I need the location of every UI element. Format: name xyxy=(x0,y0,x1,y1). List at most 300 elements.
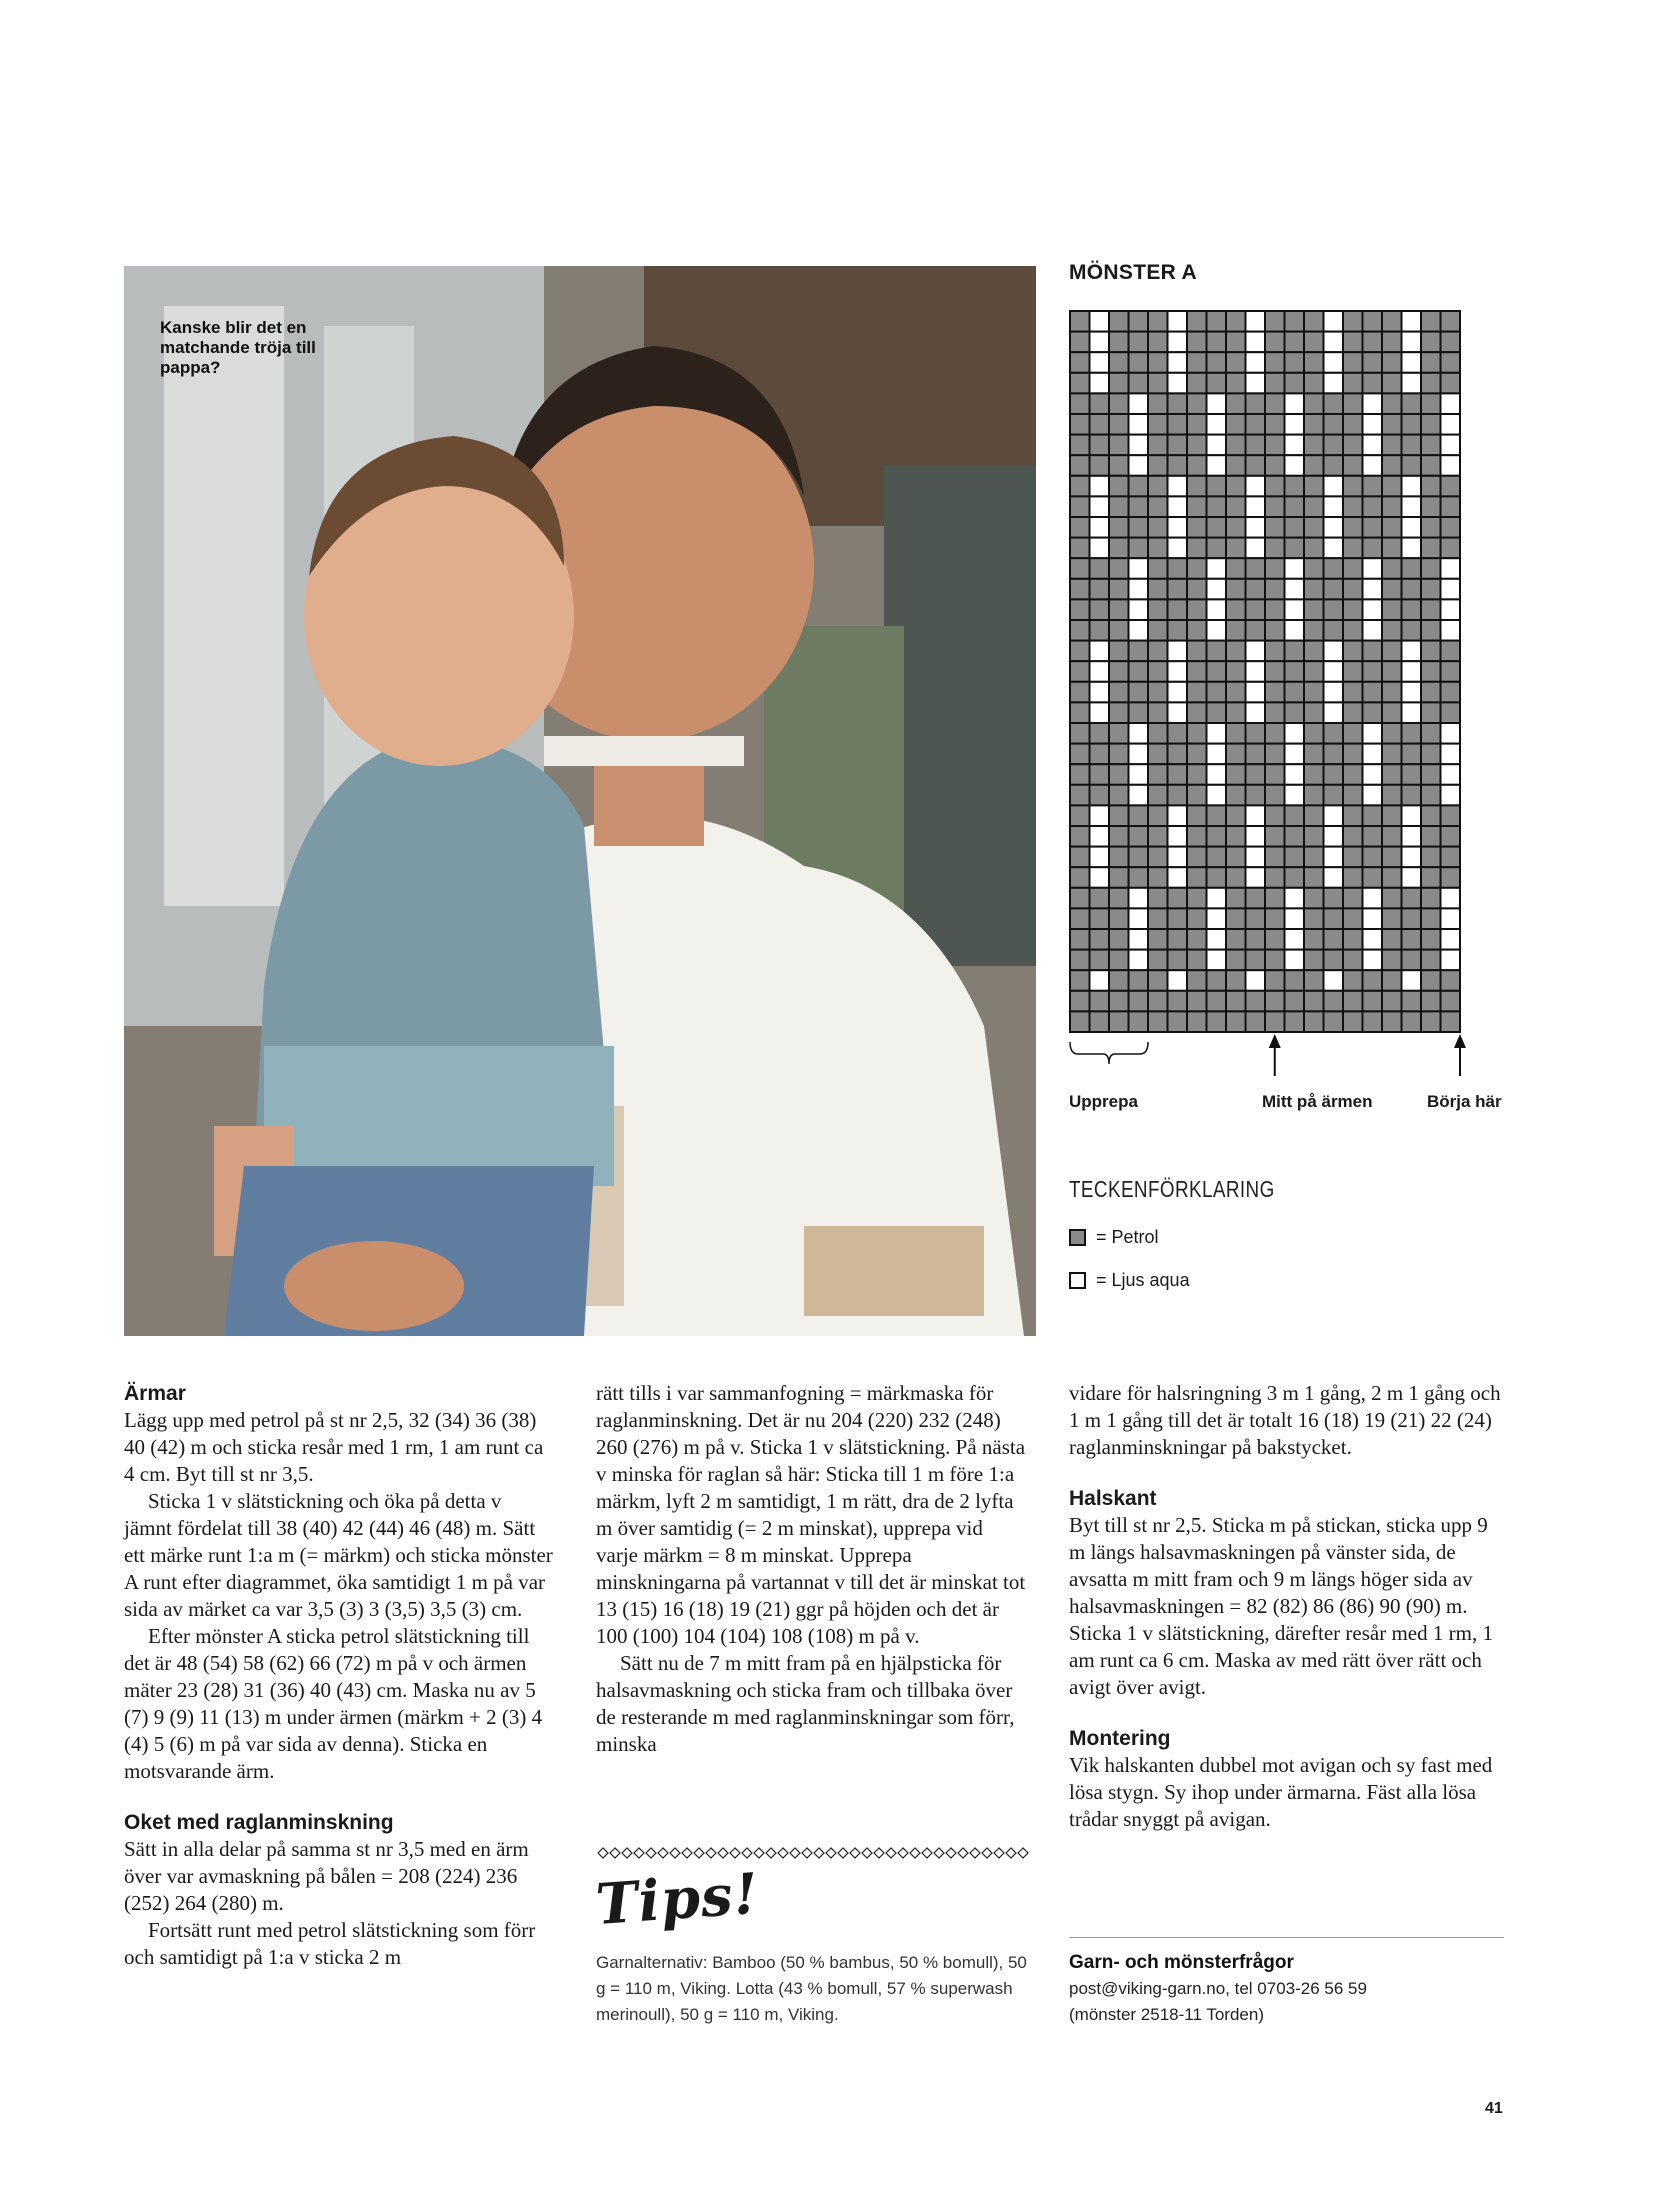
chart-cell xyxy=(1246,847,1266,868)
chart-cell xyxy=(1421,558,1441,579)
chart-cell xyxy=(1382,414,1402,435)
divider-diamond xyxy=(658,1848,668,1858)
divider-diamond xyxy=(850,1848,860,1858)
chart-cell xyxy=(1382,744,1402,765)
chart-cell xyxy=(1382,723,1402,744)
chart-cell xyxy=(1090,393,1110,414)
chart-cell xyxy=(1441,393,1461,414)
divider-diamond xyxy=(970,1848,980,1858)
chart-cell xyxy=(1304,991,1324,1012)
chart-cell xyxy=(1168,332,1188,353)
tips-title: Tips! xyxy=(593,1860,762,1938)
chart-cell xyxy=(1343,620,1363,641)
chart-cell xyxy=(1402,682,1422,703)
chart-cell xyxy=(1324,661,1344,682)
chart-cell xyxy=(1265,867,1285,888)
chart-cell xyxy=(1109,332,1129,353)
chart-cell xyxy=(1304,579,1324,600)
chart-cell xyxy=(1304,929,1324,950)
chart-cell xyxy=(1109,744,1129,765)
chart-cell xyxy=(1148,682,1168,703)
chart-cell xyxy=(1226,517,1246,538)
chart-cell xyxy=(1402,908,1422,929)
chart-cell xyxy=(1324,847,1344,868)
chart-cell xyxy=(1402,538,1422,559)
chart-cell xyxy=(1265,579,1285,600)
divider-diamond xyxy=(790,1848,800,1858)
chart-cell xyxy=(1207,538,1227,559)
chart-cell xyxy=(1304,476,1324,497)
chart-cell xyxy=(1129,991,1149,1012)
chart-cell xyxy=(1265,970,1285,991)
chart-cell xyxy=(1343,435,1363,456)
chart-cell xyxy=(1265,517,1285,538)
chart-cell xyxy=(1226,847,1246,868)
chart-cell xyxy=(1382,888,1402,909)
chart-cell xyxy=(1402,517,1422,538)
contact-heading: Garn- och mönsterfrågor xyxy=(1069,1952,1294,1973)
chart-cell xyxy=(1187,311,1207,332)
chart-cell xyxy=(1148,517,1168,538)
chart-cell xyxy=(1109,661,1129,682)
column-3 xyxy=(1069,1380,1504,1833)
paragraph: rätt tills i var sammanfogning = märkmaska för raglanminskning. Det är nu 204 (220) 232 (248) 260 (276) m på v. Sticka 1 v slätstickning. På nästa v minska för raglan så här: Sticka till 1 m före 1:a märkm, lyft 2 m samtidigt, 1 m rätt, dra de 2 lyfta m över samtidig (= 2 m minskat), upprepa vid varje märkm = 8 m minskat. Upprepa minskningarna på vartannat v till det är minskat tot 13 (15) 16 (18) 19 (21) ggr på höjden och det är 100 (100) 104 (104) 108 (108) m på v. xyxy=(596,1381,1026,1648)
start-here-label: Börja här xyxy=(1427,1092,1502,1111)
chart-cell xyxy=(1382,970,1402,991)
chart-cell xyxy=(1324,599,1344,620)
chart-cell xyxy=(1304,435,1324,456)
chart-cell xyxy=(1129,908,1149,929)
chart-cell xyxy=(1187,496,1207,517)
chart-cell xyxy=(1285,764,1305,785)
chart-cell xyxy=(1324,579,1344,600)
chart-cell xyxy=(1148,764,1168,785)
chart-cell xyxy=(1441,682,1461,703)
chart-cell xyxy=(1246,702,1266,723)
chart-cell xyxy=(1421,476,1441,497)
chart-cell xyxy=(1421,744,1441,765)
chart-cell xyxy=(1402,641,1422,662)
chart-cell xyxy=(1265,826,1285,847)
knitting-chart xyxy=(1069,310,1469,1170)
chart-cell xyxy=(1129,373,1149,394)
chart-cell xyxy=(1402,723,1422,744)
chart-cell xyxy=(1324,1011,1344,1032)
chart-cell xyxy=(1343,538,1363,559)
chart-cell xyxy=(1285,455,1305,476)
chart-cell xyxy=(1168,826,1188,847)
chart-cell xyxy=(1363,929,1383,950)
chart-cell xyxy=(1168,538,1188,559)
chart-cell xyxy=(1109,620,1129,641)
chart-cell xyxy=(1109,538,1129,559)
divider-diamond xyxy=(682,1848,692,1858)
chart-cell xyxy=(1324,455,1344,476)
chart-cell xyxy=(1285,950,1305,971)
chart-cell xyxy=(1129,661,1149,682)
chart-cell xyxy=(1324,723,1344,744)
chart-cell xyxy=(1168,908,1188,929)
photo-illustration xyxy=(124,266,1036,1336)
chart-cell xyxy=(1382,908,1402,929)
chart-cell xyxy=(1109,373,1129,394)
chart-cell xyxy=(1207,352,1227,373)
paragraph: Byt till st nr 2,5. Sticka m på stickan, sticka upp 9 m längs halsavmaskningen på vänster sida, de avsatta m mitt fram och 9 m längs höger sida av halsavmaskningen = 82 (82) 86 (86) 90 (90) m. Sticka 1 v slätstickning, därefter resår med 1 rm, 1 am runt ca 6 cm. Maska av med rätt över rätt och avigt över avigt. xyxy=(1069,1513,1493,1699)
chart-cell xyxy=(1441,1011,1461,1032)
chart-cell xyxy=(1324,682,1344,703)
chart-cell xyxy=(1148,805,1168,826)
chart-cell xyxy=(1148,641,1168,662)
chart-cell xyxy=(1421,970,1441,991)
chart-cell xyxy=(1148,579,1168,600)
chart-cell xyxy=(1382,764,1402,785)
chart-cell xyxy=(1324,496,1344,517)
chart-cell xyxy=(1421,352,1441,373)
chart-cell xyxy=(1129,641,1149,662)
divider-diamond xyxy=(862,1848,872,1858)
chart-cell xyxy=(1187,867,1207,888)
chart-cell xyxy=(1421,332,1441,353)
chart-cell xyxy=(1324,414,1344,435)
chart-cell xyxy=(1265,764,1285,785)
mid-sleeve-label: Mitt på ärmen xyxy=(1262,1092,1373,1111)
chart-cell xyxy=(1402,496,1422,517)
chart-cell xyxy=(1441,455,1461,476)
chart-cell xyxy=(1441,311,1461,332)
chart-cell xyxy=(1441,970,1461,991)
chart-cell xyxy=(1285,517,1305,538)
chart-cell xyxy=(1129,496,1149,517)
chart-cell xyxy=(1246,950,1266,971)
chart-cell xyxy=(1304,867,1324,888)
chart-cell xyxy=(1168,805,1188,826)
chart-cell xyxy=(1168,744,1188,765)
paragraph: Vik halskanten dubbel mot avigan och sy fast med lösa stygn. Sy ihop under ärmarna. Fäst alla lösa trådar snyggt på avigan. xyxy=(1069,1753,1493,1831)
chart-cell xyxy=(1402,744,1422,765)
chart-cell xyxy=(1070,805,1090,826)
chart-cell xyxy=(1207,826,1227,847)
chart-cell xyxy=(1109,682,1129,703)
chart-cell xyxy=(1070,558,1090,579)
chart-cell xyxy=(1168,950,1188,971)
chart-cell xyxy=(1265,785,1285,806)
chart-cell xyxy=(1246,723,1266,744)
chart-cell xyxy=(1187,1011,1207,1032)
chart-cell xyxy=(1226,826,1246,847)
chart-cell xyxy=(1109,723,1129,744)
chart-cell xyxy=(1187,682,1207,703)
chart-cell xyxy=(1246,764,1266,785)
chart-cell xyxy=(1187,929,1207,950)
chart-cell xyxy=(1324,558,1344,579)
chart-cell xyxy=(1402,661,1422,682)
chart-cell xyxy=(1402,579,1422,600)
chart-cell xyxy=(1187,950,1207,971)
chart-cell xyxy=(1285,373,1305,394)
chart-cell xyxy=(1246,970,1266,991)
chart-cell xyxy=(1421,908,1441,929)
chart-cell xyxy=(1129,847,1149,868)
chart-cell xyxy=(1207,867,1227,888)
chart-cell xyxy=(1304,332,1324,353)
chart-cell xyxy=(1265,1011,1285,1032)
divider-diamond xyxy=(670,1848,680,1858)
chart-cell xyxy=(1285,641,1305,662)
chart-cell xyxy=(1187,805,1207,826)
chart-cell xyxy=(1246,538,1266,559)
chart-cell xyxy=(1402,311,1422,332)
chart-cell xyxy=(1129,538,1149,559)
chart-cell xyxy=(1226,476,1246,497)
chart-cell xyxy=(1168,661,1188,682)
chart-cell xyxy=(1226,867,1246,888)
chart-cell xyxy=(1265,929,1285,950)
chart-cell xyxy=(1324,332,1344,353)
contact-block xyxy=(1069,1950,1504,2028)
divider-diamond xyxy=(694,1848,704,1858)
chart-cell xyxy=(1207,641,1227,662)
chart-cell xyxy=(1090,352,1110,373)
photo xyxy=(124,266,1036,1336)
chart-cell xyxy=(1246,785,1266,806)
chart-cell xyxy=(1090,414,1110,435)
chart-cell xyxy=(1343,311,1363,332)
chart-cell xyxy=(1226,805,1246,826)
chart-cell xyxy=(1226,352,1246,373)
chart-cell xyxy=(1226,702,1246,723)
chart-cell xyxy=(1226,661,1246,682)
chart-cell xyxy=(1265,414,1285,435)
chart-cell xyxy=(1148,950,1168,971)
chart-cell xyxy=(1285,311,1305,332)
chart-cell xyxy=(1207,702,1227,723)
chart-cell xyxy=(1070,373,1090,394)
chart-cell xyxy=(1265,332,1285,353)
chart-cell xyxy=(1363,805,1383,826)
chart-cell xyxy=(1109,599,1129,620)
chart-cell xyxy=(1285,702,1305,723)
chart-cell xyxy=(1207,414,1227,435)
chart-cell xyxy=(1168,888,1188,909)
chart-cell xyxy=(1187,435,1207,456)
chart-cell xyxy=(1402,435,1422,456)
chart-cell xyxy=(1363,455,1383,476)
chart-cell xyxy=(1285,991,1305,1012)
chart-cell xyxy=(1090,723,1110,744)
chart-cell xyxy=(1090,538,1110,559)
chart-cell xyxy=(1382,682,1402,703)
chart-cell xyxy=(1285,1011,1305,1032)
chart-cell xyxy=(1246,311,1266,332)
chart-cell xyxy=(1226,620,1246,641)
chart-cell xyxy=(1363,599,1383,620)
chart-cell xyxy=(1226,538,1246,559)
chart-cell xyxy=(1441,661,1461,682)
chart-cell xyxy=(1246,661,1266,682)
chart-cell xyxy=(1090,373,1110,394)
chart-cell xyxy=(1363,558,1383,579)
chart-cell xyxy=(1343,867,1363,888)
chart-cell xyxy=(1441,558,1461,579)
chart-cell xyxy=(1207,764,1227,785)
chart-cell xyxy=(1285,414,1305,435)
chart-cell xyxy=(1187,538,1207,559)
divider-diamond xyxy=(958,1848,968,1858)
chart-cell xyxy=(1207,805,1227,826)
chart-cell xyxy=(1226,785,1246,806)
chart-cell xyxy=(1090,847,1110,868)
chart-cell xyxy=(1168,991,1188,1012)
chart-cell xyxy=(1421,929,1441,950)
chart-cell xyxy=(1246,579,1266,600)
chart-cell xyxy=(1148,435,1168,456)
contact-divider xyxy=(1069,1937,1504,1938)
divider-diamond xyxy=(730,1848,740,1858)
chart-cell xyxy=(1109,950,1129,971)
chart-cell xyxy=(1382,435,1402,456)
chart-cell xyxy=(1285,723,1305,744)
chart-cell xyxy=(1207,455,1227,476)
chart-cell xyxy=(1187,908,1207,929)
chart-cell xyxy=(1129,455,1149,476)
chart-cell xyxy=(1109,1011,1129,1032)
chart-cell xyxy=(1441,764,1461,785)
chart-cell xyxy=(1168,970,1188,991)
chart-cell xyxy=(1402,352,1422,373)
chart-cell xyxy=(1148,785,1168,806)
chart-cell xyxy=(1226,558,1246,579)
chart-cell xyxy=(1109,579,1129,600)
chart-cell xyxy=(1363,764,1383,785)
chart-cell xyxy=(1441,950,1461,971)
chart-cell xyxy=(1187,558,1207,579)
chart-cell xyxy=(1441,579,1461,600)
chart-cell xyxy=(1148,723,1168,744)
chart-cell xyxy=(1285,929,1305,950)
chart-cell xyxy=(1168,435,1188,456)
chart-cell xyxy=(1148,476,1168,497)
chart-cell xyxy=(1363,620,1383,641)
chart-cell xyxy=(1109,929,1129,950)
photo-caption: Kanske blir det en matchande tröja till pappa? xyxy=(160,318,316,377)
divider-diamond xyxy=(706,1848,716,1858)
chart-cell xyxy=(1070,702,1090,723)
chart-cell xyxy=(1402,805,1422,826)
chart-cell xyxy=(1421,764,1441,785)
chart-cell xyxy=(1363,826,1383,847)
chart-cell xyxy=(1402,620,1422,641)
chart-cell xyxy=(1285,352,1305,373)
chart-cell xyxy=(1343,661,1363,682)
heading-armar: Ärmar xyxy=(124,1382,186,1405)
chart-cell xyxy=(1070,991,1090,1012)
chart-cell xyxy=(1441,991,1461,1012)
chart-cell xyxy=(1109,476,1129,497)
chart-cell xyxy=(1363,332,1383,353)
chart-cell xyxy=(1421,496,1441,517)
chart-cell xyxy=(1343,352,1363,373)
chart-cell xyxy=(1168,929,1188,950)
chart-cell xyxy=(1304,826,1324,847)
chart-cell xyxy=(1148,393,1168,414)
chart-cell xyxy=(1363,702,1383,723)
chart-cell xyxy=(1070,970,1090,991)
chart-cell xyxy=(1382,641,1402,662)
chart-cell xyxy=(1148,991,1168,1012)
chart-cell xyxy=(1382,476,1402,497)
chart-cell xyxy=(1168,393,1188,414)
chart-cell xyxy=(1382,393,1402,414)
chart-cell xyxy=(1265,908,1285,929)
chart-cell xyxy=(1285,888,1305,909)
chart-cell xyxy=(1441,888,1461,909)
chart-cell xyxy=(1285,476,1305,497)
chart-cell xyxy=(1343,908,1363,929)
chart-cell xyxy=(1285,805,1305,826)
chart-cell xyxy=(1226,332,1246,353)
chart-cell xyxy=(1441,723,1461,744)
legend-title: TECKENFÖRKLARING xyxy=(1069,1176,1275,1202)
chart-cell xyxy=(1382,599,1402,620)
chart-cell xyxy=(1070,785,1090,806)
chart-cell xyxy=(1207,991,1227,1012)
chart-cell xyxy=(1207,950,1227,971)
chart-cell xyxy=(1363,908,1383,929)
chart-cell xyxy=(1207,599,1227,620)
chart-cell xyxy=(1304,352,1324,373)
chart-cell xyxy=(1421,393,1441,414)
chart-cell xyxy=(1382,332,1402,353)
chart-cell xyxy=(1090,517,1110,538)
chart-cell xyxy=(1070,641,1090,662)
chart-cell xyxy=(1246,1011,1266,1032)
chart-cell xyxy=(1226,929,1246,950)
chart-cell xyxy=(1304,805,1324,826)
chart-cell xyxy=(1246,991,1266,1012)
chart-cell xyxy=(1421,414,1441,435)
chart-cell xyxy=(1207,744,1227,765)
chart-cell xyxy=(1168,620,1188,641)
chart-cell xyxy=(1226,311,1246,332)
chart-cell xyxy=(1207,476,1227,497)
chart-cell xyxy=(1343,826,1363,847)
chart-cell xyxy=(1421,991,1441,1012)
chart-cell xyxy=(1148,373,1168,394)
chart-cell xyxy=(1090,702,1110,723)
chart-cell xyxy=(1148,620,1168,641)
chart-cell xyxy=(1129,1011,1149,1032)
chart-cell xyxy=(1421,373,1441,394)
chart-cell xyxy=(1226,1011,1246,1032)
chart-cell xyxy=(1285,579,1305,600)
chart-cell xyxy=(1441,332,1461,353)
chart-cell xyxy=(1187,393,1207,414)
chart-cell xyxy=(1226,641,1246,662)
chart-cell xyxy=(1187,785,1207,806)
chart-cell xyxy=(1304,599,1324,620)
chart-cell xyxy=(1382,991,1402,1012)
legend-item-aqua xyxy=(1069,1270,1190,1291)
chart-cell xyxy=(1324,929,1344,950)
chart-cell xyxy=(1382,517,1402,538)
chart-cell xyxy=(1421,826,1441,847)
chart-cell xyxy=(1304,764,1324,785)
chart-cell xyxy=(1168,558,1188,579)
chart-cell xyxy=(1402,1011,1422,1032)
chart-cell xyxy=(1285,970,1305,991)
chart-cell xyxy=(1168,579,1188,600)
chart-cell xyxy=(1343,332,1363,353)
